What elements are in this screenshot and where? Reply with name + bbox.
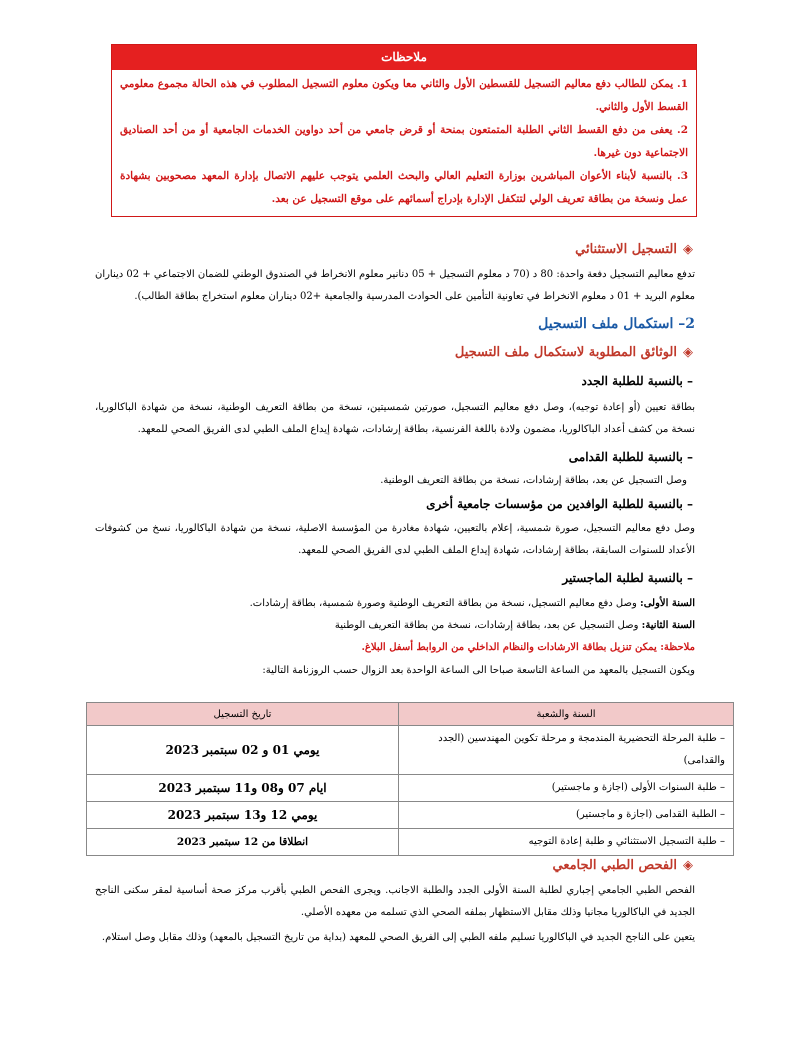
master-year2: السنة الثانية: وصل التسجيل عن بعد، بطاقة إرشادات، نسخة من بطاقة التعريف الوطنية	[334, 620, 695, 631]
new-students-text: بطاقة تعيين (أو إعادة توجيه)، وصل دفع معاليم التسجيل، صورتين شمسيتين، نسخة من بطاقة التعريف الوطنية، نسخة من شهادة الباكالوريا، نسخة من كشف أعداد الباكالوريا، مضمون ولادة باللغة الفرنسية، بطاقة إرشادات، شهادة إيداع الملف الطبي لدى الفريق الصحي للمعهد.	[95, 402, 695, 435]
section-2-title: 2– استكمال ملف التسجيل	[538, 316, 695, 332]
column-header-level: السنة والشعبة	[399, 703, 734, 726]
note-item-2: 2. يعفى من دفع القسط الثاني الطلبة المتمتعون بمنحة أو قرض جامعي من أحد دواوين الخدمات الجامعية أو من أحد الصناديق الاجتماعية دون غيرها.	[120, 124, 688, 159]
table-header-row	[87, 703, 734, 726]
registration-schedule-table	[86, 702, 734, 856]
transfer-students-text: وصل دفع معاليم التسجيل، صورة شمسية، إعلام بالتعيين، شهادة مغادرة من المؤسسة الاصلية، نسخة من شهادة الباكالوريا، نسخ من كشوفات الأعداد للسنوات السابقة، بطاقة إرشادات، شهادة إيداع الملف الطبي لدى الفريق الصحي للمعهد.	[95, 523, 695, 556]
required-docs-heading: ◈الوثائق المطلوبة لاستكمال ملف التسجيل	[454, 345, 693, 360]
note-item-3: 3. بالنسبة لأبناء الأعوان المباشرين بوزارة التعليم العالي والبحث العلمي يتوجب عليهم الاتصال بإدارة المعهد مصحوبين بشهادة عمل ونسخة من بطاقة تعريف الولي لتتكفل الإدارة بإدراج أسمائهم على موقع التسجيل عن بعد.	[120, 170, 688, 205]
level-cell: – الطلبة القدامى (اجازة و ماجستير)	[399, 802, 734, 829]
exceptional-text: تدفع معاليم التسجيل دفعة واحدة: 80 د (70 د معلوم التسجيل + 05 دنانير معلوم الانخراط في الصندوق الوطني للضمان الاجتماعي + 02 ديناران معلوم البريد + 01 د معلوم الانخراط في تعاونية التأمين على الحوادث المدرسية والجامعية +02 ديناران معلوم استخراج بطاقة الطالب).	[94, 269, 695, 302]
diamond-bullet-icon: ◈	[683, 242, 693, 257]
master-students-heading: – بالنسبة لطلبة الماجستير	[562, 571, 693, 585]
medical-exam-text-1: الفحص الطبي الجامعي إجباري لطلبة السنة الأولى الجدد والطلبة الاجانب. ويجرى الفحص الطبي بأقرب مركز صحة أساسية لمقر سكنى الناجح الجديد في الباكالوريا مجانيا وذلك مقابل الاستظهار بملفه الصحي الذي تسلمه من معهده الأصلي.	[95, 885, 695, 918]
notes-box	[111, 44, 697, 217]
diamond-bullet-icon: ◈	[683, 858, 693, 873]
date-cell: يومي 01 و 02 سبتمبر 2023	[87, 726, 399, 775]
table-row	[87, 802, 734, 829]
schedule-intro: ويكون التسجيل بالمعهد من الساعة التاسعة صباحا الى الساعة الواحدة بعد الزوال حسب الروزنامة التالية:	[262, 665, 695, 676]
date-cell: انطلاقا من 12 سبتمبر 2023	[87, 829, 399, 856]
download-remark: ملاحظة: يمكن تنزيل بطاقة الارشادات والنظام الداخلي من الروابط أسفل البلاغ.	[361, 642, 695, 653]
date-cell: يومي 12 و13 سبتمبر 2023	[87, 802, 399, 829]
master-year1: السنة الأولى: وصل دفع معاليم التسجيل، نسخة من بطاقة التعريف الوطنية وصورة شمسية، بطاقة إرشادات.	[249, 598, 695, 609]
medical-exam-heading: ◈الفحص الطبي الجامعي	[552, 858, 693, 873]
level-cell: – طلبة المرحلة التحضيرية المندمجة و مرحلة تكوين المهندسين (الجدد والقدامى)	[399, 726, 734, 775]
notes-title: ملاحظات	[112, 45, 696, 70]
transfer-students-heading: – بالنسبة للطلبة الوافدين من مؤسسات جامعية أخرى	[426, 497, 693, 511]
level-cell: – طلبة السنوات الأولى (اجازة و ماجستير)	[399, 775, 734, 802]
column-header-date: تاريخ التسجيل	[87, 703, 399, 726]
level-cell: – طلبة التسجيل الاستثنائي و طلبة إعادة التوجيه	[399, 829, 734, 856]
exceptional-heading: ◈التسجيل الاستثنائي	[575, 242, 693, 257]
old-students-text: وصل التسجيل عن بعد، بطاقة إرشادات، نسخة من بطاقة التعريف الوطنية.	[380, 475, 687, 486]
date-cell: ايام 07 و08 و11 سبتمبر 2023	[87, 775, 399, 802]
note-item-1: 1. يمكن للطالب دفع معاليم التسجيل للقسطين الأول والثاني معا ويكون معلوم التسجيل المطلوب في هذه الحالة مجموع معلومي القسط الأول والثاني.	[120, 78, 688, 113]
medical-exam-text-2: يتعين على الناجح الجديد في الباكالوريا تسليم ملفه الطبي إلى الفريق الصحي للمعهد (بداية من تاريخ التسجيل بالمعهد) وذلك مقابل وصل استلام.	[101, 932, 695, 943]
new-students-heading: – بالنسبة للطلبة الجدد	[581, 374, 693, 388]
table-row	[87, 829, 734, 856]
old-students-heading: – بالنسبة للطلبة القدامى	[568, 450, 693, 464]
diamond-bullet-icon: ◈	[683, 345, 693, 360]
table-row	[87, 775, 734, 802]
table-row	[87, 726, 734, 775]
